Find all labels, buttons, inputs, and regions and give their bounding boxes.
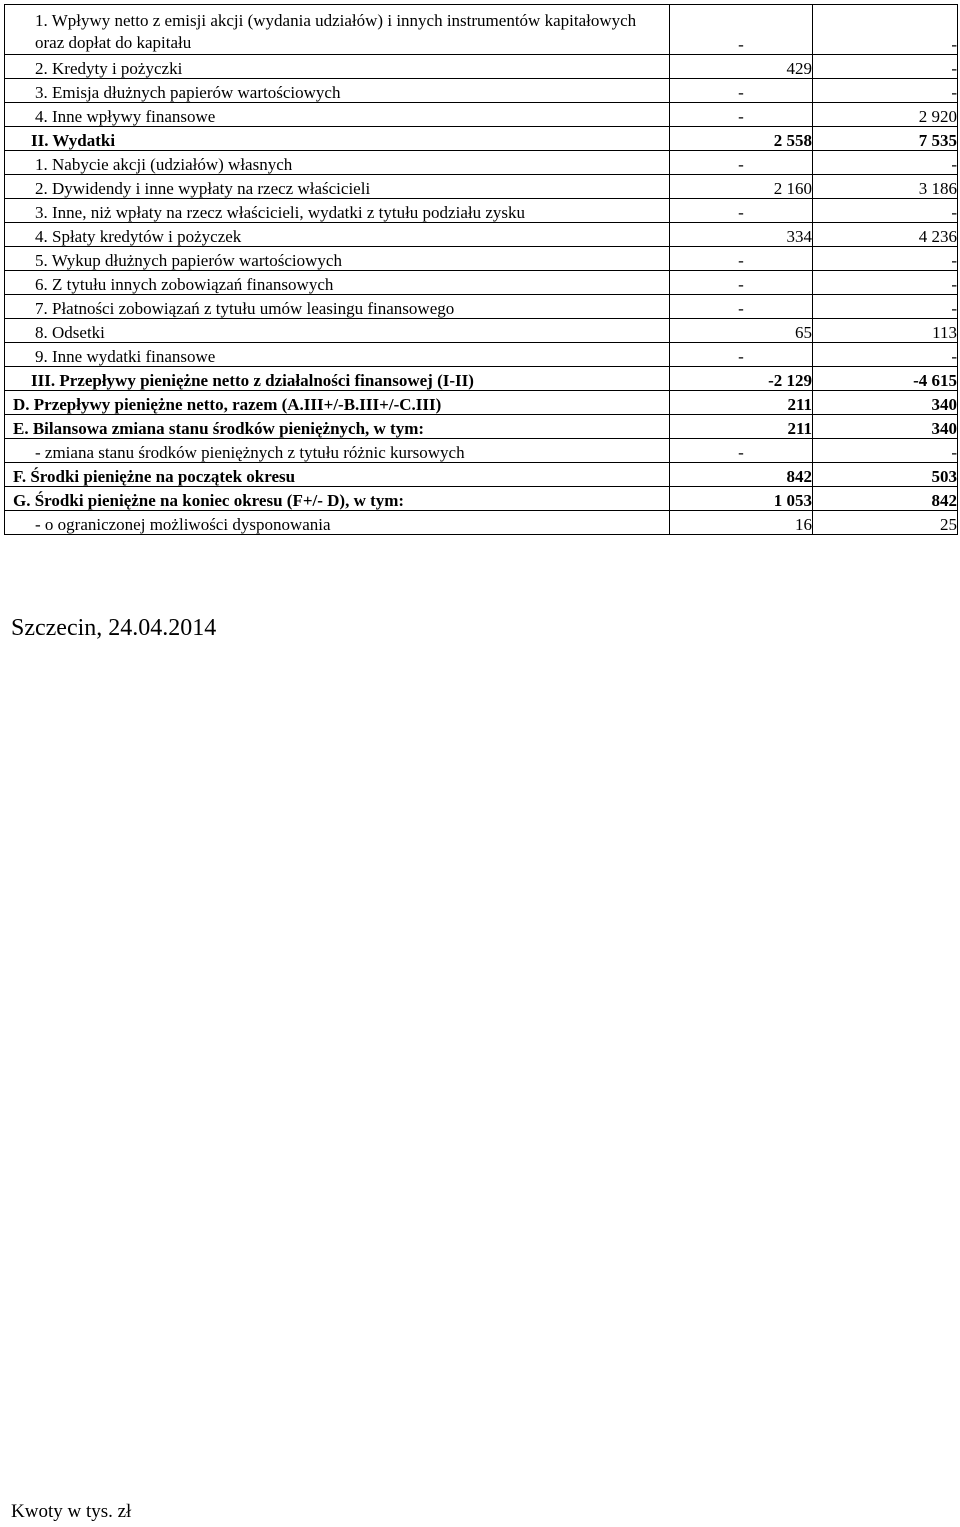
value-previous: - (813, 247, 958, 271)
row-label: 2. Kredyty i pożyczki (5, 55, 670, 79)
value-current: 1 053 (670, 487, 813, 511)
value-current: - (670, 79, 813, 103)
cash-flow-table (4, 4, 958, 535)
row-label: E. Bilansowa zmiana stanu środków pieniężnych, w tym: (5, 415, 670, 439)
table-row (5, 223, 958, 247)
row-label: 8. Odsetki (5, 319, 670, 343)
value-previous: 340 (813, 391, 958, 415)
value-current: 2 558 (670, 127, 813, 151)
value-previous: 2 920 (813, 103, 958, 127)
value-previous: - (813, 79, 958, 103)
value-current: 65 (670, 319, 813, 343)
value-current: 211 (670, 415, 813, 439)
value-current: - (670, 439, 813, 463)
value-previous: -4 615 (813, 367, 958, 391)
table-row (5, 295, 958, 319)
row-label: 5. Wykup dłużnych papierów wartościowych (5, 247, 670, 271)
row-label: 9. Inne wydatki finansowe (5, 343, 670, 367)
row-label: 1. Nabycie akcji (udziałów) własnych (5, 151, 670, 175)
value-previous: 25 (813, 511, 958, 535)
row-label: 7. Płatności zobowiązań z tytułu umów leasingu finansowego (5, 295, 670, 319)
table-row (5, 271, 958, 295)
row-label: 4. Inne wpływy finansowe (5, 103, 670, 127)
row-label: 4. Spłaty kredytów i pożyczek (5, 223, 670, 247)
row-label: 3. Emisja dłużnych papierów wartościowych (5, 79, 670, 103)
value-previous: 7 535 (813, 127, 958, 151)
value-current: 842 (670, 463, 813, 487)
value-previous: - (813, 271, 958, 295)
row-label: III. Przepływy pieniężne netto z działalności finansowej (I-II) (5, 367, 670, 391)
table-row (5, 79, 958, 103)
row-label: D. Przepływy pieniężne netto, razem (A.III+/-B.III+/-C.III) (5, 391, 670, 415)
table-row (5, 199, 958, 223)
value-previous: - (813, 5, 958, 55)
value-previous: 3 186 (813, 175, 958, 199)
value-current: - (670, 5, 813, 55)
value-previous: 503 (813, 463, 958, 487)
row-label: II. Wydatki (5, 127, 670, 151)
table-row (5, 55, 958, 79)
table-row (5, 127, 958, 151)
table-row (5, 391, 958, 415)
row-label: 1. Wpływy netto z emisji akcji (wydania udziałów) i innych instrumentów kapitałowych oraz dopłat do kapitału (5, 5, 670, 55)
value-previous: - (813, 343, 958, 367)
value-current: - (670, 343, 813, 367)
table-row (5, 415, 958, 439)
value-previous: 340 (813, 415, 958, 439)
value-current: - (670, 199, 813, 223)
value-current: - (670, 271, 813, 295)
table-row (5, 487, 958, 511)
value-previous: 4 236 (813, 223, 958, 247)
row-label: 6. Z tytułu innych zobowiązań finansowych (5, 271, 670, 295)
value-current: 211 (670, 391, 813, 415)
table-row (5, 103, 958, 127)
value-current: 334 (670, 223, 813, 247)
table-row (5, 511, 958, 535)
place-date: Szczecin, 24.04.2014 (11, 615, 217, 641)
value-previous: - (813, 439, 958, 463)
table-row (5, 175, 958, 199)
value-current: - (670, 247, 813, 271)
value-previous: - (813, 55, 958, 79)
table-row (5, 367, 958, 391)
value-current: - (670, 103, 813, 127)
value-current: 16 (670, 511, 813, 535)
value-previous: - (813, 295, 958, 319)
row-label: - o ograniczonej możliwości dysponowania (5, 511, 670, 535)
row-label: F. Środki pieniężne na początek okresu (5, 463, 670, 487)
table-row (5, 463, 958, 487)
value-current: - (670, 151, 813, 175)
unit-note: Kwoty w tys. zł (11, 1501, 132, 1522)
table-row (5, 247, 958, 271)
value-current: - (670, 295, 813, 319)
table-row (5, 5, 958, 55)
row-label: G. Środki pieniężne na koniec okresu (F+/- D), w tym: (5, 487, 670, 511)
value-previous: 113 (813, 319, 958, 343)
table-row (5, 439, 958, 463)
row-label: 3. Inne, niż wpłaty na rzecz właścicieli, wydatki z tytułu podziału zysku (5, 199, 670, 223)
value-previous: - (813, 199, 958, 223)
value-current: 429 (670, 55, 813, 79)
value-previous: - (813, 151, 958, 175)
row-label: 2. Dywidendy i inne wypłaty na rzecz właścicieli (5, 175, 670, 199)
table-row (5, 343, 958, 367)
value-current: 2 160 (670, 175, 813, 199)
value-current: -2 129 (670, 367, 813, 391)
value-previous: 842 (813, 487, 958, 511)
row-label: - zmiana stanu środków pieniężnych z tytułu różnic kursowych (5, 439, 670, 463)
table-row (5, 319, 958, 343)
table-row (5, 151, 958, 175)
